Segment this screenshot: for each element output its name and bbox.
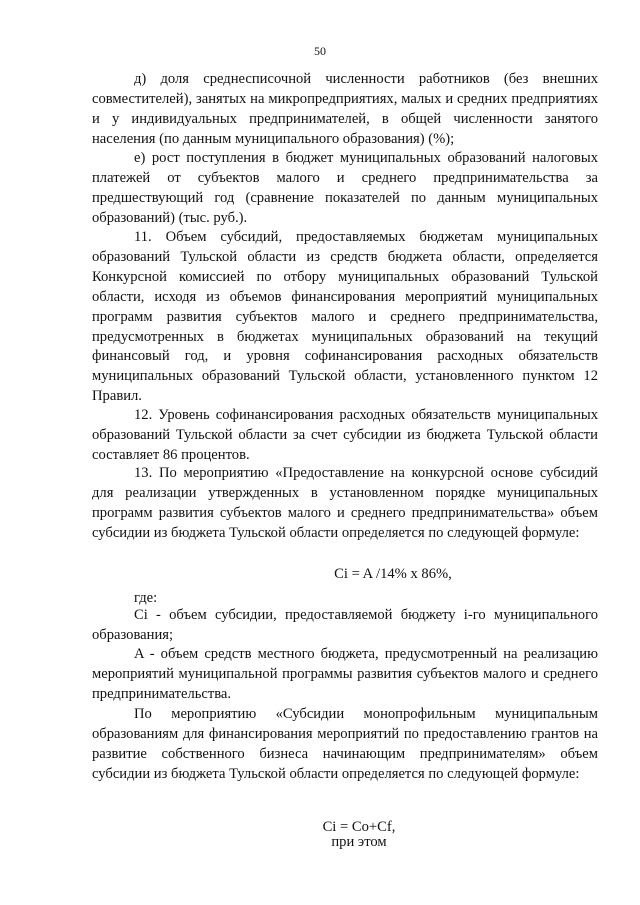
formula-note: при этом: [331, 834, 387, 850]
paragraph-e: е) рост поступления в бюджет муниципальных образований налоговых платежей от субъектов малого и среднего предпринимательства за предшествующий год (сравнение показателей по данным муниципальных образований) (тыс. руб.).: [92, 150, 598, 226]
paragraph-monoprofile: По мероприятию «Субсидии монопрофильным муниципальным образованиям для финансирования мероприятий по предоставлению грантов на развитие собственного бизнеса начинающим предпринимателям» объем субсидии из бюджета Тульской области определяется по следующей формуле:: [92, 706, 598, 782]
definition-ci: Ci - объем субсидии, предоставляемой бюджету i-го муниципального образования;: [92, 607, 598, 643]
paragraph-d: д) доля среднесписочной численности работников (без внешних совместителей), занятых на микропредприятиях, малых и средних предприятиях и у индивидуальных предпринимателей, в общей численности занятого населения (по данным муниципального образования) (%);: [92, 71, 598, 147]
page-number: 50: [314, 44, 326, 58]
paragraph-13: 13. По мероприятию «Предоставление на конкурсной основе субсидий для реализации утвержденных в установленном порядке муниципальных программ развития субъектов малого и среднего предпринимательства» объем субсидии из бюджета Тульской области определяется по следующей формуле:: [92, 465, 598, 541]
paragraph-11: 11. Объем субсидий, предоставляемых бюджетам муниципальных образований Тульской области из средств бюджета области, определяется Конкурсной комиссией по отбору муниципальных образований Тульской области, исходя из объемов финансирования мероприятий муниципальных программ развития субъектов малого и среднего предпринимательства, предусмотренных в бюджетах муниципальных образований на текущий финансовый год, и уровня софинансирования расходных обязательств муниципальных образований Тульской области, установленного пунктом 12 Правил.: [92, 229, 598, 405]
formula-ci-co-cf: Ci = Co+Cf,: [322, 819, 396, 835]
formula-ci-a: Ci = A /14% x 86%,: [334, 566, 452, 582]
definition-a: A - объем средств местного бюджета, предусмотренный на реализацию мероприятий муниципальной программы развития субъектов малого и среднего предпринимательства.: [92, 646, 598, 702]
paragraph-12: 12. Уровень софинансирования расходных обязательств муниципальных образований Тульской области за счет субсидии из бюджета Тульской области составляет 86 процентов.: [92, 407, 598, 463]
where-label: где:: [134, 590, 158, 606]
